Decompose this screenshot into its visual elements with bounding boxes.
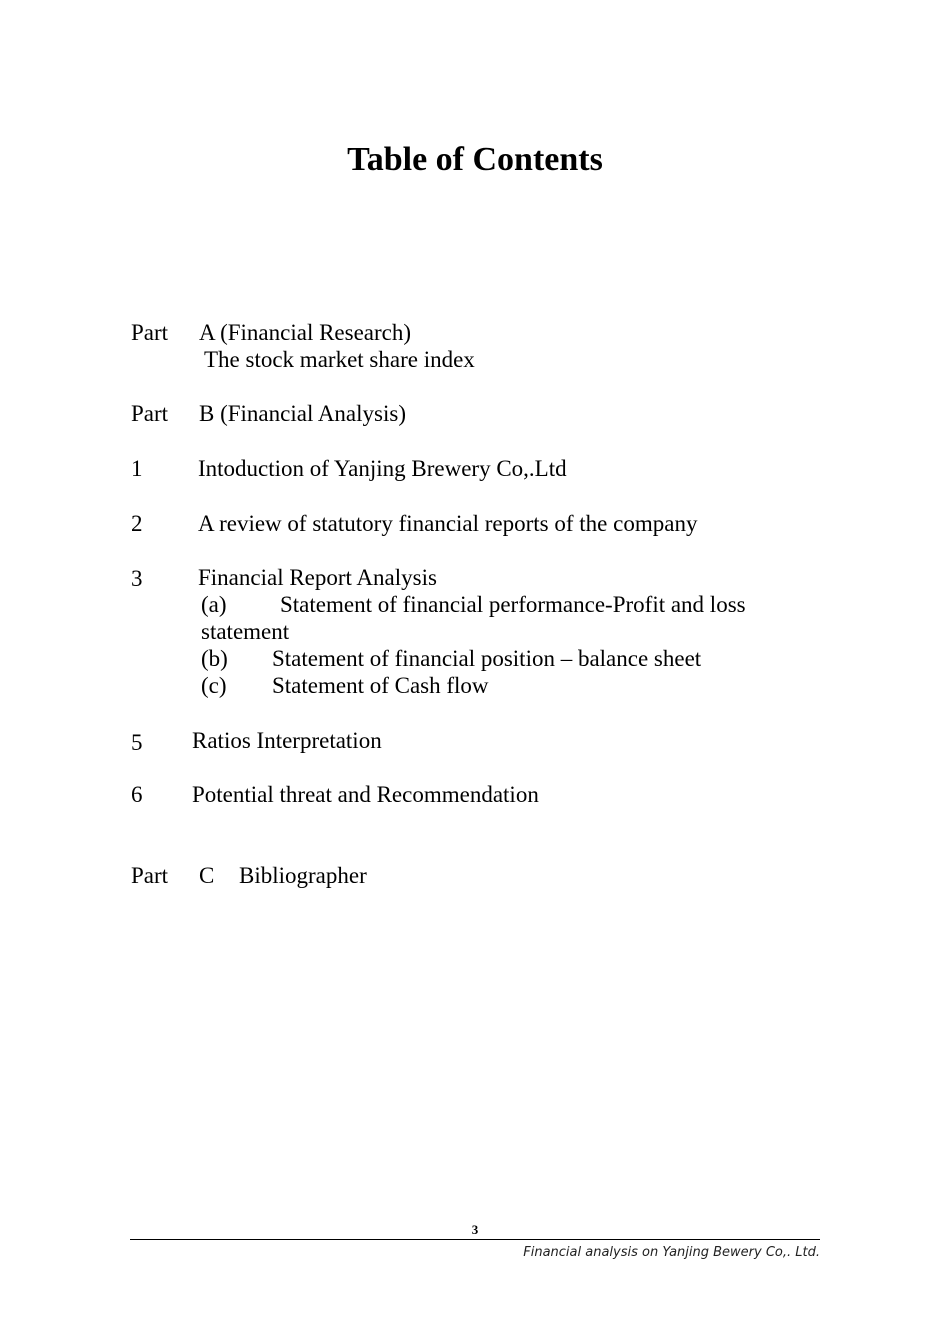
- part-a-label: Part: [131, 320, 169, 345]
- toc-subitem-a-text: Statement of financial performance-Profit and loss: [280, 592, 746, 617]
- toc-item-3-number: 3: [131, 566, 143, 591]
- page-title: Table of Contents: [347, 141, 603, 178]
- part-c-label: Part: [131, 863, 169, 888]
- footer-divider: [130, 1239, 820, 1240]
- toc-subitem-c-text: Statement of Cash flow: [272, 673, 489, 698]
- toc-item-3-text: Financial Report Analysis: [198, 565, 437, 590]
- toc-item-2-number: 2: [131, 511, 143, 536]
- part-b-label: Part: [131, 401, 169, 426]
- toc-subitem-a-continuation: statement: [201, 619, 290, 644]
- toc-item-2-text: A review of statutory financial reports of the company: [198, 511, 698, 536]
- toc-item-1-text: Intoduction of Yanjing Brewery Co,.Ltd: [198, 456, 567, 481]
- toc-subitem-c-label: (c): [201, 673, 227, 698]
- toc-subitem-b-label: (b): [201, 646, 228, 671]
- part-b-title: B (Financial Analysis): [199, 401, 406, 426]
- part-a-subtitle: The stock market share index: [204, 347, 475, 372]
- toc-subitem-b-text: Statement of financial position – balance sheet: [272, 646, 702, 671]
- footer-note: Financial analysis on Yanjing Bewery Co,. Ltd.: [523, 1245, 820, 1260]
- toc-item-6-number: 6: [131, 782, 143, 807]
- page-number: 3: [471, 1222, 479, 1237]
- part-c-title: Bibliographer: [239, 863, 367, 888]
- part-c-letter: C: [199, 863, 215, 888]
- toc-item-6-text: Potential threat and Recommendation: [192, 782, 539, 807]
- toc-subitem-a-label: (a): [201, 592, 227, 617]
- toc-item-5-text: Ratios Interpretation: [192, 728, 382, 753]
- part-a-title: A (Financial Research): [199, 320, 412, 345]
- toc-item-5-number: 5: [131, 730, 143, 755]
- toc-item-1-number: 1: [131, 456, 143, 481]
